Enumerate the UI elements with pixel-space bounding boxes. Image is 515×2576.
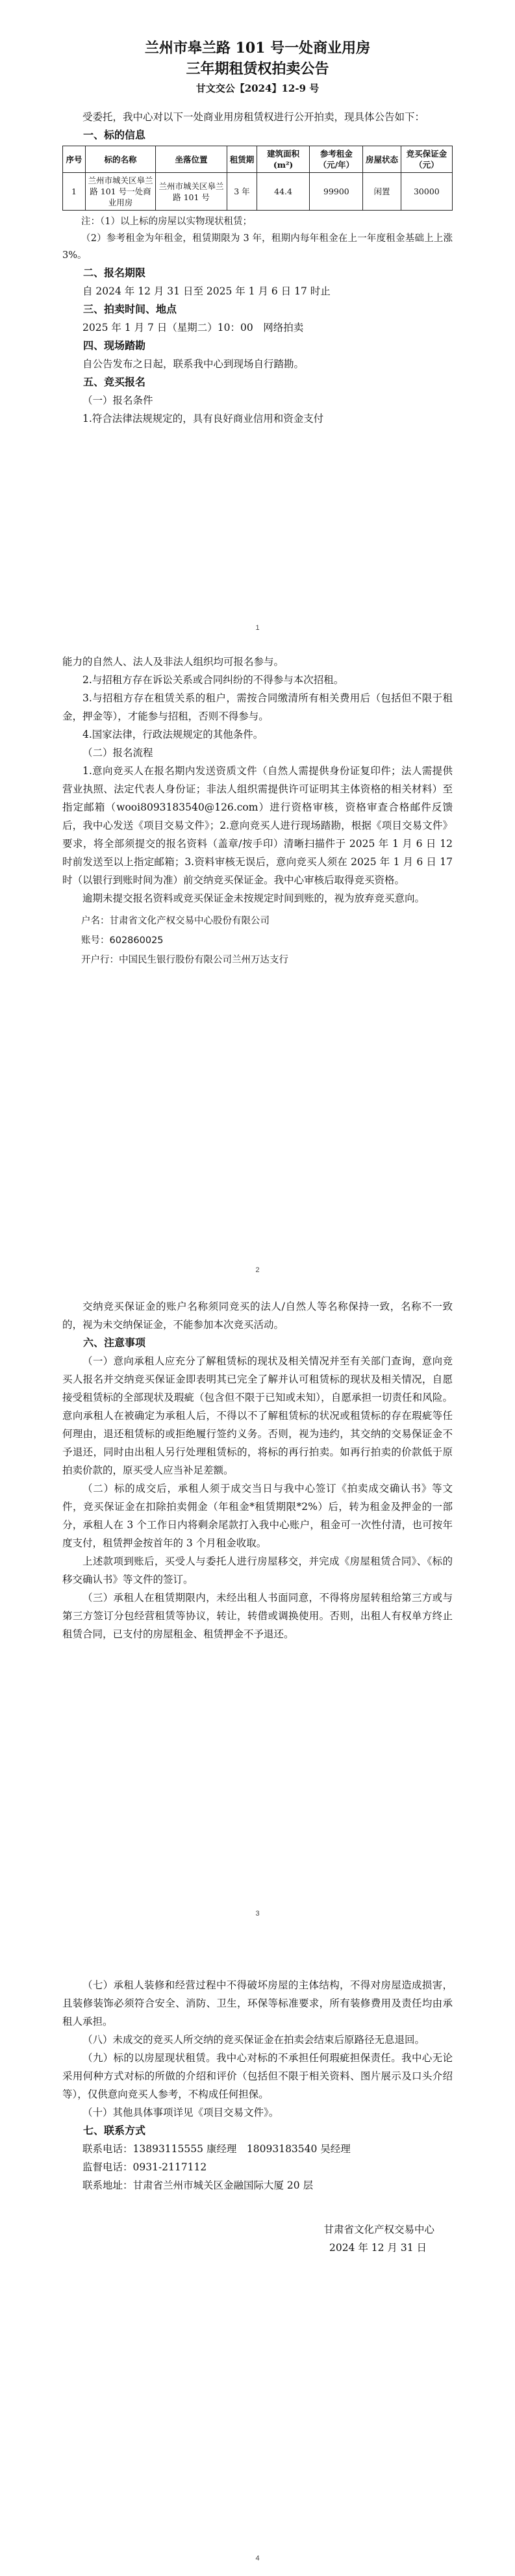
- table-header: 竞买保证金（元）: [401, 146, 452, 173]
- notice-item-3: （三）承租人在租赁期限内，未经出租人书面同意，不得将房屋转租给第三方或与第三方签订分包经营租赁等协议，转让，转借或调换使用。否则，出租人有权单方终止租赁合同，已支付的房屋租金、租赁押金不予退还。: [62, 1592, 453, 1640]
- note-2: （2）参考租金为年租金，租赁期限为 3 年，租期内每年租金在上一年度租金基础上上涨 3%。: [62, 233, 453, 261]
- contact-phone: 联系电话：13893115555 康经理 18093183540 吴经理: [82, 2143, 351, 2155]
- page-3: [0, 1287, 515, 1931]
- table-cell: 3 年: [227, 173, 257, 211]
- table-header-row: [63, 146, 453, 173]
- table-cell: 99900: [310, 173, 363, 211]
- title-line-2: 三年期租赁权拍卖公告: [186, 60, 329, 77]
- title-line-1: 兰州市皋兰路 101 号一处商业用房: [144, 40, 371, 57]
- page-number: 4: [255, 2555, 260, 2562]
- notice-item-10: （十）其他具体事项详见《项目交易文件》。: [82, 2107, 279, 2118]
- doc-number: 甘文交公【2024】12-9 号: [195, 83, 320, 94]
- table-cell: 闲置: [363, 173, 401, 211]
- condition-3: 3.与招租方存在租赁关系的租户，需按合同缴清所有相关费用后（包括但不限于租金，押金等），才能参与招租，否则不得参与。: [62, 692, 453, 722]
- target-table: [62, 146, 453, 211]
- note-1: 注：（1）以上标的房屋以实物现状租赁；: [81, 216, 252, 227]
- table-row: [63, 173, 453, 211]
- section-1-title: 一、标的信息: [83, 129, 146, 141]
- page-number: 3: [255, 1910, 260, 1918]
- condition-4: 4.国家法律，行政法规规定的其他条件。: [82, 729, 264, 740]
- section-3-text: 2025 年 1 月 7 日（星期二）10：00 网络拍卖: [82, 322, 304, 333]
- section-5-title: 五、竞买报名: [83, 376, 146, 388]
- section-4-title: 四、现场踏勘: [83, 339, 146, 352]
- table-header: 建筑面积(m²): [257, 146, 310, 173]
- table-cell: 兰州市城关区皋兰路 101 号: [155, 173, 227, 211]
- notice-item-2: （二）标的成交后，承租人须于成交当日与我中心签订《拍卖成交确认书》等文件，竞买保证金在扣除拍卖佣金（年租金*租赁期限*2%）后，转为租金及押金的一部分，承租人在 3 个工作日内将剩余尾款打入我中心账户，租金可一次性付清，也可按年度支付，租赁押金按首年的 3 个月租金收取。: [62, 1483, 453, 1549]
- section-7-title: 七、联系方式: [83, 2124, 146, 2137]
- signature-date: 2024 年 12 月 31 日: [329, 2242, 427, 2254]
- table-cell: 44.4: [257, 173, 310, 211]
- account-bank: 开户行：中国民生银行股份有限公司兰州万达支行: [81, 955, 288, 965]
- page-4: [0, 1931, 515, 2576]
- flow-paragraph-1: 1.意向竞买人在报名期内发送资质文件（自然人需提供身份证复印件；法人需提供营业执照、法定代表人身份证；非法人组织需提供许可证明其主体资格的相关材料）至指定邮箱（wooi8093183540@126.com）进行资格审核，资格审查合格邮件反馈后，我中心发送《项目交易文件》；2.意向竞买人进行现场踏勘，根据《项目交易文件》要求，将全部须提交的报名资料（盖章/按手印）清晰扫描件于 2025 年 1 月 6 日 12 时前发送至以上指定邮箱；3.资料审核无误后，意向竞买人须在 2025 年 1 月 6 日 17 时（以银行到账时间为准）前交纳竞买保证金。我中心审核后取得竞买资格。: [62, 765, 453, 886]
- section-3-title: 三、拍卖时间、地点: [83, 303, 177, 315]
- condition-2: 2.与招租方存在诉讼关系或合同纠纷的不得参与本次招租。: [82, 674, 344, 686]
- table-cell: 30000: [401, 173, 452, 211]
- section-2-title: 二、报名期限: [83, 267, 146, 279]
- condition-1-part-a: 1.符合法律法规规定的，具有良好商业信用和资金支付: [82, 413, 324, 424]
- notice-item-9: （九）标的以房屋现状租赁。我中心对标的不承担任何瑕疵担保责任。我中心无论采用何种方式对标的所做的介绍和评价（包括但不限于相关资料、图片展示及口头介绍等），仅供意向竞买人参考，不构成任何担保。: [62, 2052, 453, 2100]
- section-5-subtitle-1: （一）报名条件: [82, 395, 153, 406]
- intro-paragraph: 受委托，我中心对以下一处商业用房租赁权进行公开拍卖，现具体公告如下：: [82, 111, 425, 123]
- supervision-phone: 监督电话：0931-2117112: [82, 2161, 207, 2173]
- section-5-subtitle-2: （二）报名流程: [82, 747, 153, 759]
- table-header: 参考租金（元/年）: [310, 146, 363, 173]
- table-header: 坐落位置: [155, 146, 227, 173]
- page-2: [0, 644, 515, 1287]
- table-cell: 1: [63, 173, 86, 211]
- notice-item-8: （八）未成交的竞买人所交纳的竞买保证金在拍卖会结束后原路径无息退回。: [82, 2034, 425, 2046]
- contact-address: 联系地址：甘肃省兰州市城关区金融国际大厦 20 层: [82, 2179, 314, 2191]
- signature-org: 甘肃省文化产权交易中心: [323, 2224, 434, 2235]
- deposit-note: 交纳竞买保证金的账户名称须同竞买的法人/自然人等名称保持一致，名称不一致的，视为未交纳保证金，不能参加本次竞买活动。: [62, 1301, 453, 1331]
- page-number: 2: [255, 1266, 260, 1274]
- notice-item-2b: 上述款项到账后，买受人与委托人进行房屋移交，并完成《房屋租赁合同》、《标的移交确认书》等文件的签订。: [62, 1555, 453, 1585]
- account-name: 户名：甘肃省文化产权交易中心股份有限公司: [81, 916, 270, 926]
- table-cell: 兰州市城关区皋兰路 101 号一处商业用房: [86, 173, 156, 211]
- page-1: [0, 0, 515, 644]
- section-2-text: 自 2024 年 12 月 31 日至 2025 年 1 月 6 日 17 时止: [82, 285, 331, 297]
- section-6-title: 六、注意事项: [83, 1336, 146, 1349]
- table-header: 标的名称: [86, 146, 156, 173]
- flow-paragraph-2: 逾期未提交报名资料或竞买保证金未按规定时间到账的，视为放弃竞买意向。: [82, 892, 425, 904]
- table-header: 房屋状态: [363, 146, 401, 173]
- page-number: 1: [255, 624, 260, 632]
- table-header: 序号: [63, 146, 86, 173]
- account-number: 账号：602860025: [81, 935, 164, 946]
- table-header: 租赁期: [227, 146, 257, 173]
- notice-item-7: （七）承租人装修和经营过程中不得破坏房屋的主体结构，不得对房屋造成损害，且装修装饰必须符合安全、消防、卫生，环保等标准要求，所有装修费用及责任均由承租人承担。: [62, 1979, 453, 2027]
- condition-1-part-b: 能力的自然人、法人及非法人组织均可报名参与。: [62, 656, 284, 668]
- notice-item-1: （一）意向承租人应充分了解租赁标的现状及相关情况并至有关部门查询，意向竞买人报名并交纳竞买保证金即表明其已完全了解并认可租赁标的现状及相关情况，自愿接受租赁标的全部现状及瑕疵（包含但不限于已知或未知），自愿承担一切责任和风险。意向承租人在被确定为承租人后，不得以不了解租赁标的状况或租赁标的存在瑕疵等任何理由，退还租赁标的或拒绝履行签约义务。否则，视为违约，其交纳的交易保证金不予退还，同时由出租人另行处理租赁标的，将标的再行拍卖。如再行拍卖的价款低于原拍卖价款的，原买受人应当补足差额。: [62, 1355, 453, 1476]
- section-4-text: 自公告发布之日起，联系我中心到现场自行踏勘。: [82, 358, 305, 370]
